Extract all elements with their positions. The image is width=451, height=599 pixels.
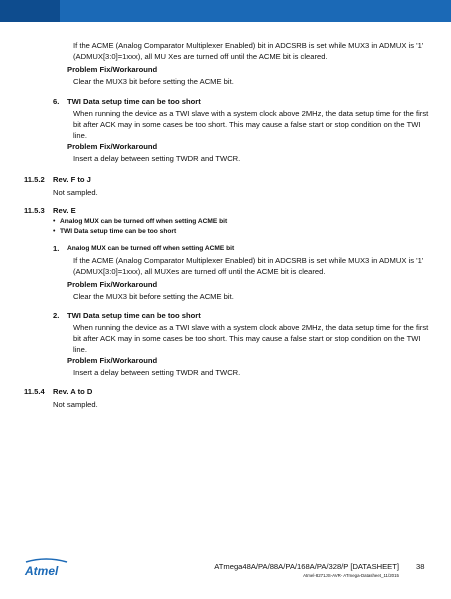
item-title: Analog MUX can be turned off when setting ACME bit <box>67 245 235 252</box>
section-title: Rev. F to J <box>53 175 91 184</box>
atmel-logo-icon <box>24 558 69 578</box>
paragraph: Insert a delay between setting TWDR and TWCR. <box>73 154 241 163</box>
paragraph: line. <box>73 131 87 140</box>
paragraph: Clear the MUX3 bit before setting the ACME bit. <box>73 292 234 301</box>
paragraph: When running the device as a TWI slave with a system clock above 2MHz, the data setup time for the first <box>73 109 429 118</box>
header-bar-accent <box>0 0 60 22</box>
item-number: 6. <box>53 97 60 106</box>
item-title: TWI Data setup time can be too short <box>67 311 201 320</box>
bullet-item: TWI Data setup time can be too short <box>60 228 177 235</box>
header-bar <box>0 0 451 22</box>
paragraph: Insert a delay between setting TWDR and TWCR. <box>73 368 241 377</box>
bullet-item: Analog MUX can be turned off when setting ACME bit <box>60 218 228 225</box>
paragraph: Not sampled. <box>53 188 98 197</box>
paragraph: When running the device as a TWI slave with a system clock above 2MHz, the data setup time for the first <box>73 323 429 332</box>
paragraph: (ADMUX[3:0]=1xxx), all MUXes are turned off until the ACME bit is cleared. <box>73 267 326 276</box>
section-number: 11.5.3 <box>24 206 45 215</box>
footer-doc-id: Atmel-8271JS-AVR- ATmega-Datasheet_11/2015 <box>303 573 399 578</box>
footer-title: ATmega48A/PA/88A/PA/168A/PA/328/P [DATASHEET] <box>214 562 399 571</box>
section-number: 11.5.2 <box>24 175 45 184</box>
paragraph: bit after ACK may in some cases be too short. This may cause a false start or stop condition on the TWI <box>73 334 421 343</box>
paragraph: line. <box>73 345 87 354</box>
paragraph: If the ACME (Analog Comparator Multiplexer Enabled) bit in ADCSRB is set while MUX3 in ADMUX is '1' <box>73 41 424 50</box>
workaround-heading: Problem Fix/Workaround <box>67 65 158 74</box>
bullet-icon: • <box>53 228 56 235</box>
paragraph: (ADMUX[3:0]=1xxx), all MU Xes are turned off until the ACME bit is cleared. <box>73 52 328 61</box>
workaround-heading: Problem Fix/Workaround <box>67 356 158 365</box>
section-title: Rev. A to D <box>53 387 93 396</box>
paragraph: If the ACME (Analog Comparator Multiplexer Enabled) bit in ADCSRB is set while MUX3 in ADMUX is '1' <box>73 256 424 265</box>
svg-text:Atmel: Atmel <box>25 564 59 578</box>
paragraph: Not sampled. <box>53 400 98 409</box>
page-number: 38 <box>416 562 425 571</box>
item-number: 1. <box>53 244 60 253</box>
section-number: 11.5.4 <box>24 387 45 396</box>
paragraph: Clear the MUX3 bit before setting the ACME bit. <box>73 77 234 86</box>
workaround-heading: Problem Fix/Workaround <box>67 142 158 151</box>
item-number: 2. <box>53 311 60 320</box>
item-title: TWI Data setup time can be too short <box>67 97 201 106</box>
bullet-icon: • <box>53 218 56 225</box>
workaround-heading: Problem Fix/Workaround <box>67 280 158 289</box>
paragraph: bit after ACK may in some cases be too short. This may cause a false start or stop condition on the TWI <box>73 120 421 129</box>
section-title: Rev. E <box>53 206 76 215</box>
